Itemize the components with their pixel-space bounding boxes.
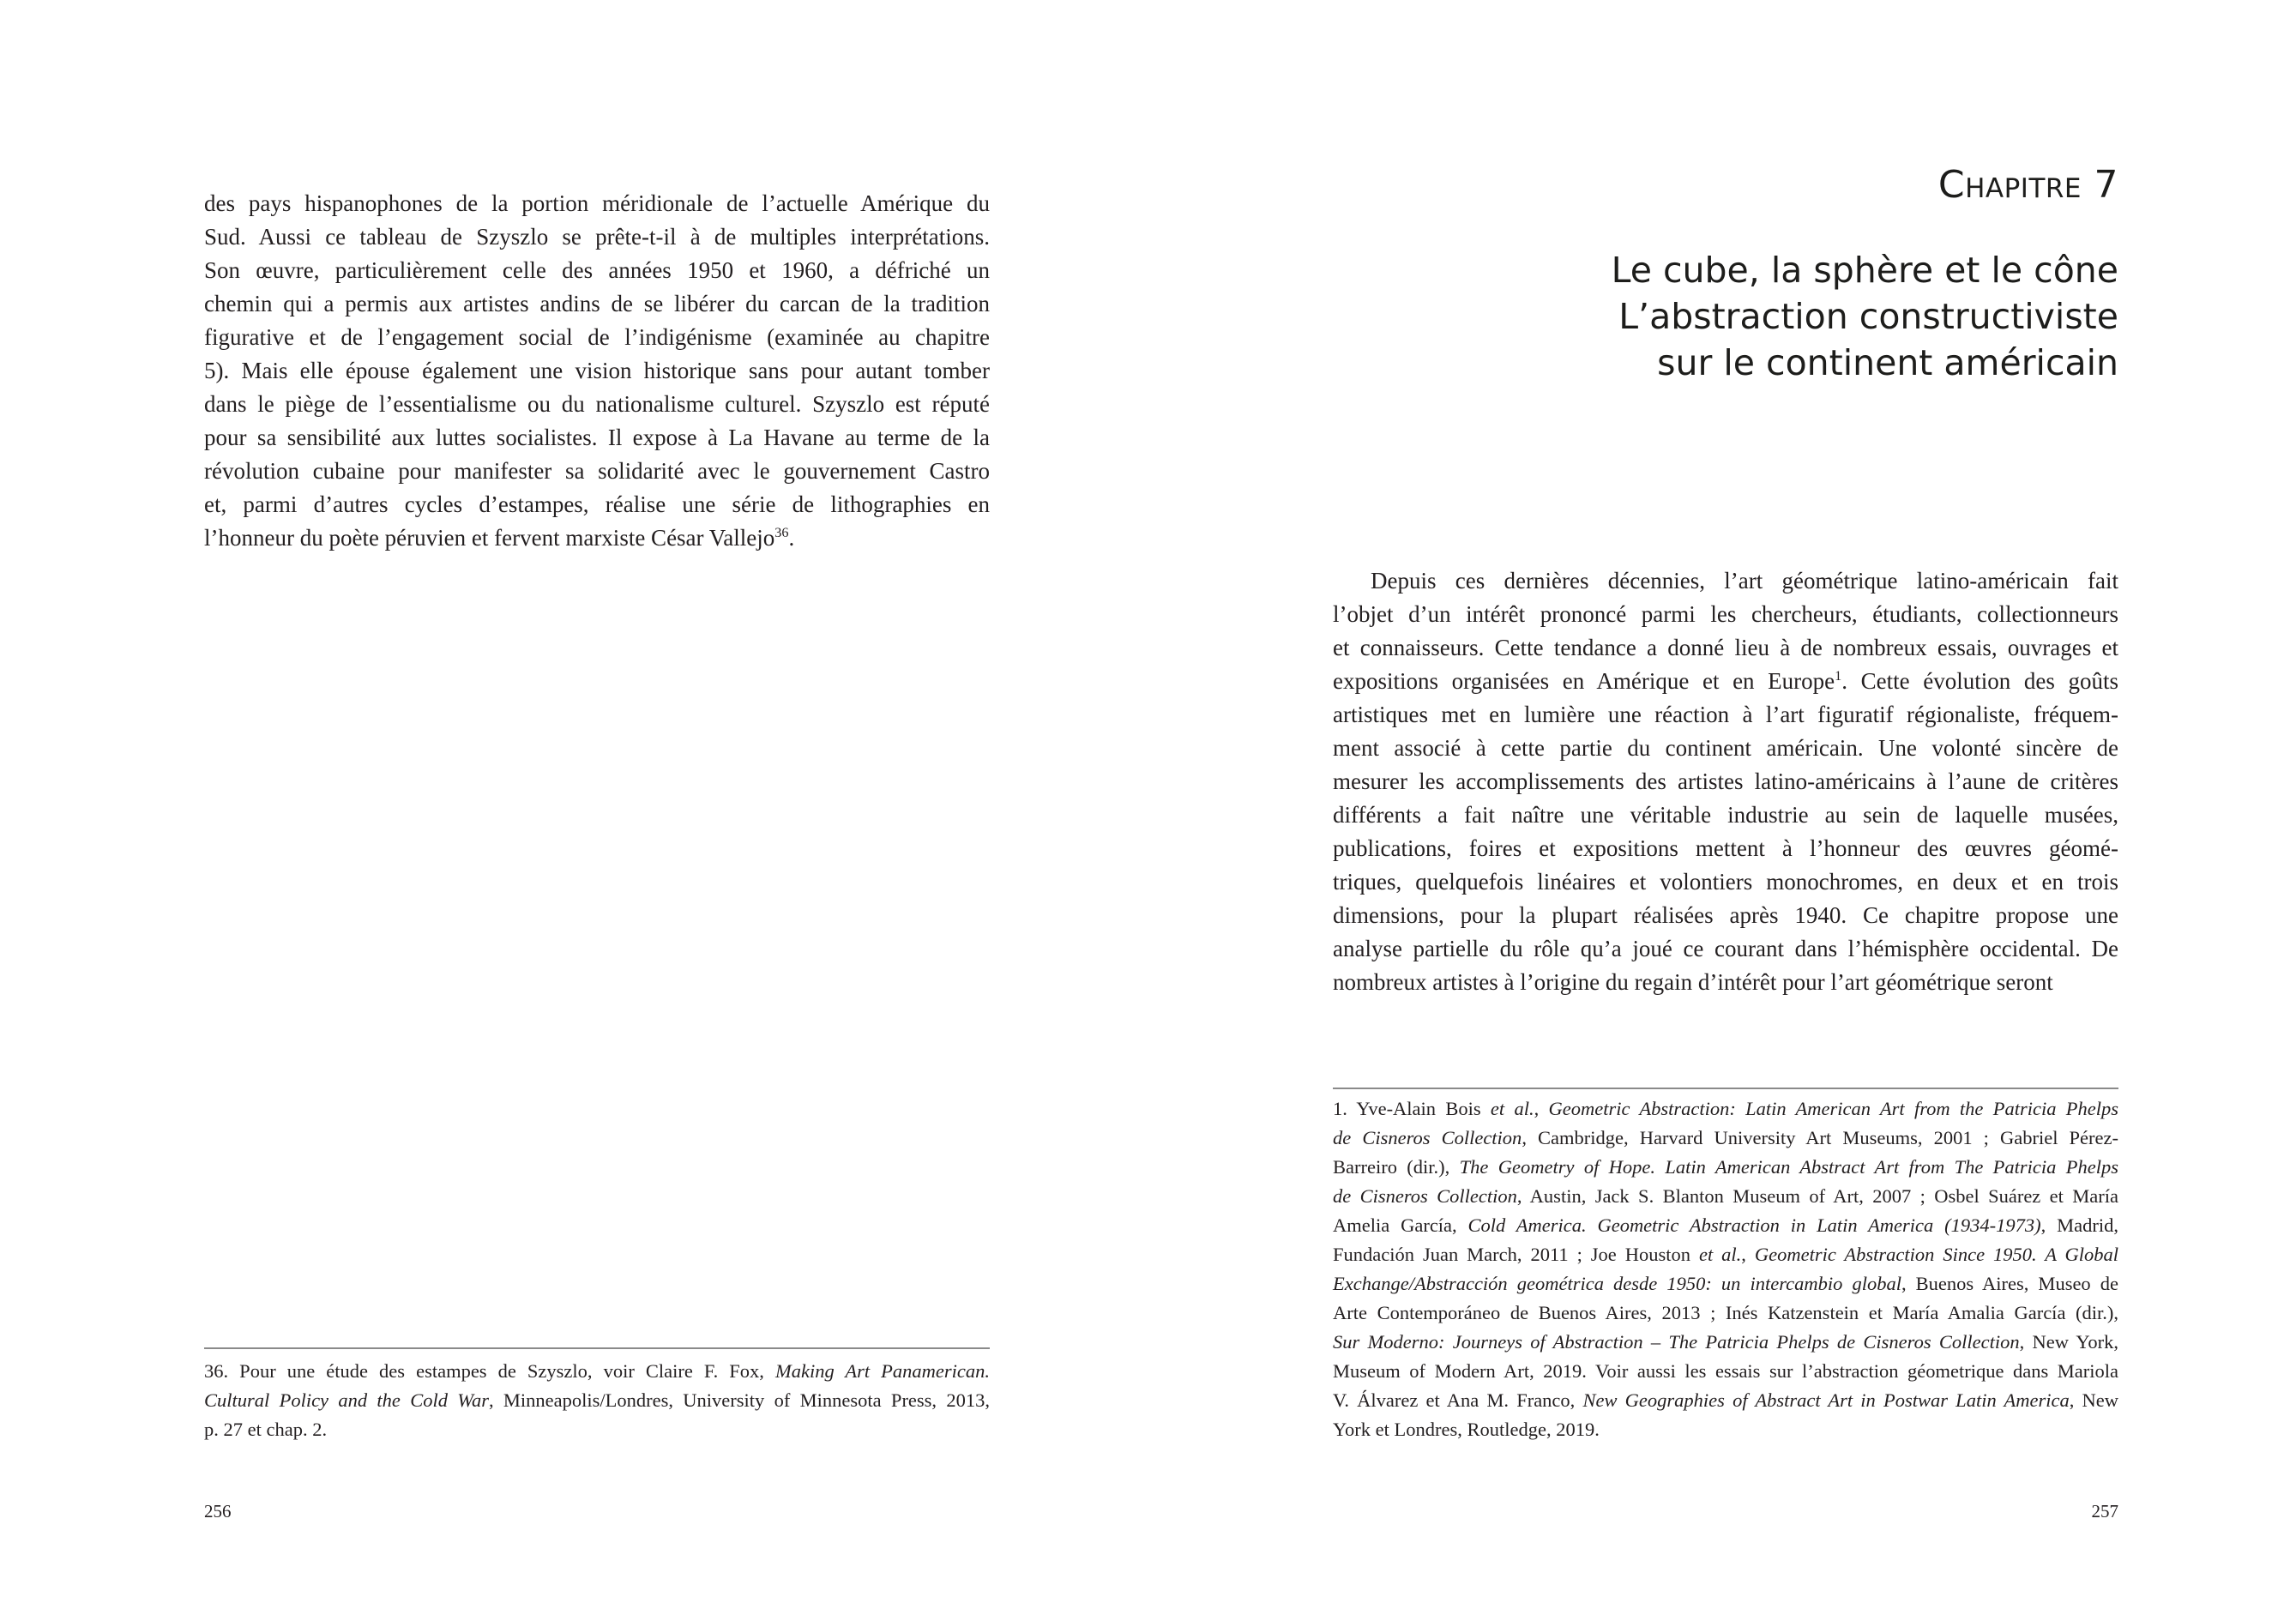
text-segment: de Cisneros Collection: [1333, 1127, 1522, 1148]
note-reference: 1: [1835, 668, 1842, 684]
text-line: [1333, 1328, 2118, 1357]
text-line: [1333, 1240, 2118, 1269]
text-line: [204, 254, 990, 287]
text-segment: dimensions, pour la plupart réalisées après 1940. Ce chapitre propose une: [1333, 902, 2118, 928]
text-segment: et al.: [1698, 1244, 1742, 1265]
left-page-body: [204, 187, 990, 555]
text-segment: Making Art Panamerican.: [774, 1360, 990, 1382]
text-line: [204, 321, 990, 354]
text-segment: publications, foires et expositions mettent à l’honneur des œuvres géomé-: [1333, 835, 2118, 861]
right-footnote-rule: [1333, 1088, 2118, 1089]
text-line: [1333, 1357, 2118, 1386]
text-line: [204, 455, 990, 488]
text-segment: , Buenos Aires, Museo de: [1901, 1273, 2118, 1294]
text-line: [1333, 932, 2118, 966]
text-line: [1333, 598, 2118, 631]
page-number-right: 257: [2091, 1501, 2118, 1522]
text-line: [1333, 1124, 2118, 1153]
text-segment: Museum of Modern Art, 2019. Voir aussi les essais sur l’abstraction géometrique dans Mariola: [1333, 1360, 2118, 1382]
text-line: [204, 220, 990, 254]
text-line: [1333, 798, 2118, 832]
text-segment: p. 27 et chap. 2.: [204, 1419, 328, 1440]
text-line: [204, 187, 990, 220]
text-segment: Sud. Aussi ce tableau de Szyszlo se prête-t-il à de multiples interprétations.: [204, 224, 990, 250]
text-line: [204, 521, 990, 555]
text-segment: Cold America. Geometric Abstraction in Latin America (1934-1973): [1467, 1214, 2041, 1236]
text-line: [1333, 665, 2118, 698]
text-segment: l’honneur du poète péruvien et fervent marxiste César Vallejo: [204, 525, 775, 551]
text-segment: 1. Yve-Alain Bois: [1333, 1098, 1491, 1119]
chapter-title: [1612, 247, 2118, 386]
text-line: [1333, 1211, 2118, 1240]
text-segment: figurative et de l’engagement social de l’indigénisme (examinée au chapitre: [204, 324, 990, 350]
text-segment: artistiques met en lumière une réaction à l’art figuratif régionaliste, fréquem-: [1333, 702, 2118, 727]
text-segment: chemin qui a permis aux artistes andins de se libérer du carcan de la tradition: [204, 291, 990, 316]
text-segment: .: [788, 525, 795, 551]
left-footnotes: [204, 1357, 990, 1444]
text-segment: Geometric Abstraction: Latin American Art from the Patricia Phelps: [1548, 1098, 2118, 1119]
text-segment: Sur Moderno: Journeys of Abstraction – The Patricia Phelps de Cisneros Collection: [1333, 1331, 2020, 1353]
text-segment: Depuis ces dernières décennies, l’art géométrique latino-américain fait: [1371, 568, 2118, 594]
text-segment: Son œuvre, particulièrement celle des années 1950 et 1960, a défriché un: [204, 257, 990, 283]
chapter-label: Chapitre 7: [1937, 163, 2118, 207]
text-segment: 5). Mais elle épouse également une vision historique sans pour autant tomber: [204, 358, 990, 383]
text-segment: et al.: [1490, 1098, 1534, 1119]
text-line: [1333, 564, 2118, 598]
text-line: [204, 1357, 990, 1386]
text-segment: et connaisseurs. Cette tendance a donné lieu à de nombreux essais, ouvrages et: [1333, 635, 2118, 660]
text-segment: analyse partielle du rôle qu’a joué ce courant dans l’hémisphère occidental. De: [1333, 936, 2118, 961]
text-line: [204, 354, 990, 388]
text-segment: New Geographies of Abstract Art in Postwar Latin America: [1582, 1389, 2070, 1411]
text-segment: 36. Pour une étude des estampes de Szyszlo, voir Claire F. Fox,: [204, 1360, 775, 1382]
text-line: [204, 388, 990, 421]
text-segment: pour sa sensibilité aux luttes socialistes. Il expose à La Havane au terme de la: [204, 425, 990, 450]
text-line: [204, 421, 990, 455]
text-segment: différents a fait naître une véritable industrie au sein de laquelle musées,: [1333, 802, 2118, 828]
text-segment: des pays hispanophones de la portion méridionale de l’actuelle Amérique du: [204, 190, 990, 216]
text-line: [1333, 1153, 2118, 1182]
right-footnotes: [1333, 1094, 2118, 1444]
text-segment: expositions organisées en Amérique et en Europe: [1333, 668, 1835, 694]
text-segment: York et Londres, Routledge, 2019.: [1333, 1419, 1600, 1440]
text-segment: . Cette évolution des goûts: [1841, 668, 2118, 694]
text-segment: nombreux artistes à l’origine du regain d’intérêt pour l’art géométrique seront: [1333, 969, 2053, 995]
text-segment: de Cisneros Collection: [1333, 1185, 1517, 1207]
text-segment: triques, quelquefois linéaires et volontiers monochromes, en deux et en trois: [1333, 869, 2118, 895]
text-segment: , Madrid,: [2040, 1214, 2118, 1236]
text-line: [204, 1415, 990, 1444]
text-segment: Barreiro (dir.),: [1333, 1156, 1460, 1178]
text-segment: ment associé à cette partie du continent américain. Une volonté sincère de: [1333, 735, 2118, 761]
text-line: [1333, 1415, 2118, 1444]
text-segment: Cultural Policy and the Cold War: [204, 1389, 489, 1411]
text-segment: Amelia García,: [1333, 1214, 1468, 1236]
text-segment: mesurer les accomplissements des artistes latino-américains à l’aune de critères: [1333, 768, 2118, 794]
text-segment: V. Álvarez et Ana M. Franco,: [1333, 1389, 1583, 1411]
text-segment: , New: [2069, 1389, 2118, 1411]
text-line: [1333, 865, 2118, 899]
chapter-title-line: sur le continent américain: [1657, 342, 2118, 383]
text-line: [204, 488, 990, 521]
text-line: [1333, 1094, 2118, 1124]
text-segment: Geometric Abstraction Since 1950. A Global: [1754, 1244, 2119, 1265]
text-segment: Fundación Juan March, 2011 ; Joe Houston: [1333, 1244, 1699, 1265]
text-segment: Exchange/Abstracción geométrica desde 1950: un intercambio global: [1333, 1273, 1901, 1294]
text-segment: dans le piège de l’essentialisme ou du nationalisme culturel. Szyszlo est réputé: [204, 391, 990, 417]
text-segment: révolution cubaine pour manifester sa solidarité avec le gouvernement Castro: [204, 458, 990, 484]
right-page-body: [1333, 564, 2118, 999]
text-segment: et, parmi d’autres cycles d’estampes, réalise une série de lithographies en: [204, 491, 990, 517]
text-line: [1333, 832, 2118, 865]
text-segment: , New York,: [2019, 1331, 2118, 1353]
text-line: [1333, 765, 2118, 798]
text-segment: , Cambridge, Harvard University Art Museums, 2001 ; Gabriel Pérez-: [1522, 1127, 2118, 1148]
text-segment: , Minneapolis/Londres, University of Minnesota Press, 2013,: [488, 1389, 990, 1411]
text-segment: Arte Contemporáneo de Buenos Aires, 2013 ; Inés Katzenstein et María Amalia García (dir.),: [1333, 1302, 2118, 1323]
text-segment: The Geometry of Hope. Latin American Abstract Art from The Patricia Phelps: [1459, 1156, 2118, 1178]
text-line: [204, 1386, 990, 1415]
text-segment: ,: [1741, 1244, 1755, 1265]
text-segment: , Austin, Jack S. Blanton Museum of Art, 2007 ; Osbel Suárez et María: [1516, 1185, 2119, 1207]
page-number-left: 256: [204, 1501, 232, 1522]
text-segment: l’objet d’un intérêt prononcé parmi les chercheurs, étudiants, collectionneurs: [1333, 601, 2118, 627]
left-footnote-rule: [204, 1347, 990, 1349]
chapter-title-line: L’abstraction constructiviste: [1618, 296, 2118, 337]
note-reference: 36: [774, 525, 789, 540]
text-line: [1333, 698, 2118, 732]
text-line: [204, 287, 990, 321]
text-line: [1333, 631, 2118, 665]
text-line: [1333, 1386, 2118, 1415]
text-line: [1333, 1299, 2118, 1328]
chapter-title-line: Le cube, la sphère et le cône: [1611, 250, 2118, 291]
text-line: [1333, 732, 2118, 765]
text-line: [1333, 1269, 2118, 1299]
text-segment: ,: [1534, 1098, 1549, 1119]
text-line: [1333, 966, 2118, 999]
text-line: [1333, 1182, 2118, 1211]
text-line: [1333, 899, 2118, 932]
